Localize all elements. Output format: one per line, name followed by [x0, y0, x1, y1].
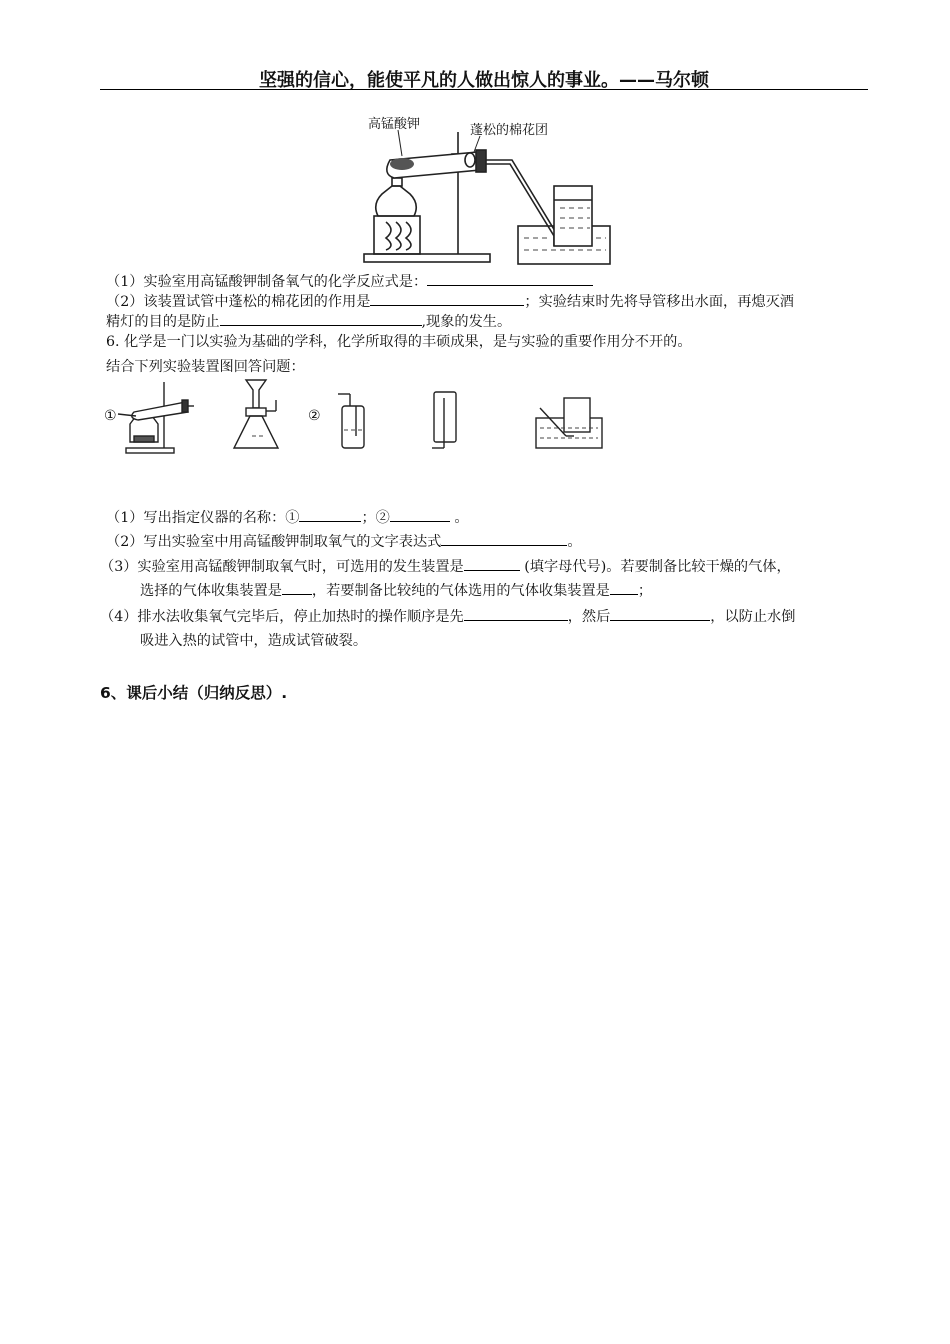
- apparatus-d: [432, 392, 456, 448]
- alcohol-lamp: [376, 186, 417, 216]
- q6-blank-word-equation[interactable]: [441, 531, 567, 546]
- q6-blank-pure-collector[interactable]: [610, 580, 638, 595]
- q5-line1: （1）实验室用高锰酸钾制备氧气的化学反应式是：: [106, 271, 593, 292]
- q6-intro1: 6. 化学是一门以实验为基础的学科，化学所取得的丰硕成果，是与实验的重要作用分不开的。: [106, 334, 692, 350]
- q5-blank-cotton-role[interactable]: [370, 291, 524, 306]
- q6-part2: （2）写出实验室中用高锰酸钾制取氧气的文字表达式 。: [106, 531, 582, 552]
- q6-part3b: 选择的气体收集装置是 ，若要制备比较纯的气体选用的气体收集装置是 ；: [140, 580, 652, 601]
- apparatus-a: [118, 382, 194, 453]
- figure-kmno4-apparatus: [362, 108, 614, 268]
- q6-part1: （1）写出指定仪器的名称：① ；② 。: [106, 507, 469, 528]
- q5-blank-equation[interactable]: [427, 271, 593, 286]
- q6-part4b: 吸进入热的试管中，造成试管破裂。: [140, 633, 368, 649]
- q6-blank-dry-collector[interactable]: [282, 580, 312, 595]
- delivery-tube: [486, 160, 558, 246]
- instrument-label-1: ①: [104, 408, 117, 424]
- section-6-title: 6、课后小结（归纳反思）.: [100, 684, 288, 702]
- stand-base: [364, 254, 490, 262]
- gas-collecting-bottle: [554, 186, 592, 246]
- label-kmno4: 高锰酸钾: [368, 117, 421, 132]
- q6-blank-instrument1[interactable]: [299, 507, 361, 522]
- instrument-label-2: ②: [308, 408, 321, 424]
- q6-blank-generator[interactable]: [464, 556, 520, 571]
- apparatus-c: [338, 394, 364, 448]
- q6-blank-first-step[interactable]: [464, 606, 568, 621]
- q6-part4a: （4）排水法收集氧气完毕后，停止加热时的操作顺序是先 ，然后 ，以防止水倒: [100, 606, 795, 627]
- q6-part3a: （3）实验室用高锰酸钾制取氧气时，可选用的发生装置是 (填字母代号)。若要制备比较干燥的气体，: [100, 556, 791, 577]
- q6-blank-instrument2[interactable]: [390, 507, 450, 522]
- label-cotton: 蓬松的棉花团: [470, 123, 549, 138]
- apparatus-b: [234, 380, 278, 448]
- q5-line2: （2）该装置试管中蓬松的棉花团的作用是 ；实验结束时先将导管移出水面，再熄灭酒: [106, 291, 794, 312]
- q5-line3: 精灯的目的是防止 ,现象的发生。: [106, 311, 511, 332]
- q6-intro2: 结合下列实验装置图回答问题：: [106, 359, 305, 375]
- figure-apparatus-row: [104, 378, 610, 458]
- wood-block: [374, 216, 420, 254]
- page-header-motto: 坚强的信心，能使平凡的人做出惊人的事业。——马尔顿: [259, 70, 709, 91]
- q6-blank-second-step[interactable]: [610, 606, 710, 621]
- apparatus-e: [536, 398, 602, 448]
- header-rule: [100, 89, 868, 90]
- q5-blank-prevent[interactable]: [220, 311, 422, 326]
